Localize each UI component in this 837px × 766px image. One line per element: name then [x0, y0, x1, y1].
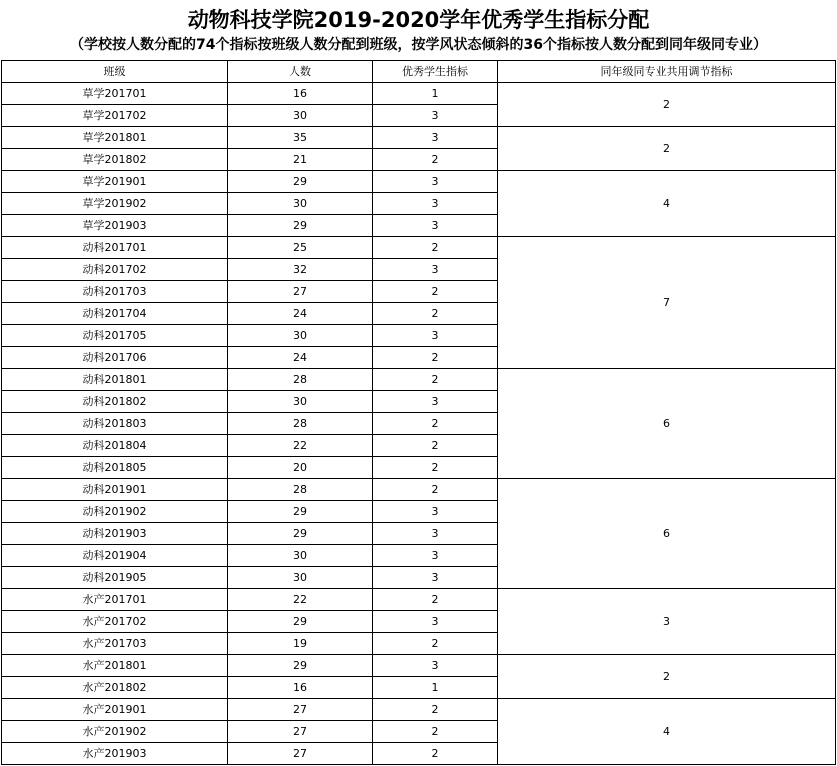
quota-cell[interactable]: 3: [373, 215, 498, 237]
quota-cell[interactable]: 3: [373, 611, 498, 633]
quota-cell[interactable]: 2: [373, 457, 498, 479]
count-cell[interactable]: 20: [228, 457, 373, 479]
quota-cell[interactable]: 2: [373, 721, 498, 743]
class-cell[interactable]: 水产201901: [2, 699, 228, 721]
quota-cell[interactable]: 2: [373, 413, 498, 435]
table-row: [2, 237, 836, 259]
count-cell[interactable]: 29: [228, 501, 373, 523]
shared-quota-cell[interactable]: 4: [498, 171, 836, 237]
class-cell[interactable]: 动科201901: [2, 479, 228, 501]
quota-cell[interactable]: 2: [373, 303, 498, 325]
quota-cell[interactable]: 3: [373, 325, 498, 347]
table-row: [2, 479, 836, 501]
count-cell[interactable]: 16: [228, 677, 373, 699]
quota-cell[interactable]: 2: [373, 237, 498, 259]
class-cell[interactable]: 水产201903: [2, 743, 228, 765]
count-cell[interactable]: 24: [228, 347, 373, 369]
shared-quota-cell[interactable]: 3: [498, 589, 836, 655]
header-shared-quota[interactable]: 同年级同专业共用调节指标: [498, 61, 836, 83]
count-cell[interactable]: 16: [228, 83, 373, 105]
header-count[interactable]: 人数: [228, 61, 373, 83]
quota-cell[interactable]: 3: [373, 391, 498, 413]
shared-quota-cell[interactable]: 2: [498, 655, 836, 699]
class-cell[interactable]: 动科201903: [2, 523, 228, 545]
class-cell[interactable]: 动科201804: [2, 435, 228, 457]
shared-quota-cell[interactable]: 4: [498, 699, 836, 765]
quota-cell[interactable]: 2: [373, 479, 498, 501]
table-row: [2, 127, 836, 149]
class-cell[interactable]: 动科201705: [2, 325, 228, 347]
count-cell[interactable]: 21: [228, 149, 373, 171]
quota-cell[interactable]: 1: [373, 83, 498, 105]
class-cell[interactable]: 动科201805: [2, 457, 228, 479]
class-cell[interactable]: 草学201801: [2, 127, 228, 149]
header-row: [2, 61, 836, 83]
count-cell[interactable]: 28: [228, 479, 373, 501]
quota-cell[interactable]: 1: [373, 677, 498, 699]
count-cell[interactable]: 25: [228, 237, 373, 259]
table-row: [2, 369, 836, 391]
count-cell[interactable]: 19: [228, 633, 373, 655]
header-class[interactable]: 班级: [2, 61, 228, 83]
class-cell[interactable]: 动科201905: [2, 567, 228, 589]
class-cell[interactable]: 水产201802: [2, 677, 228, 699]
count-cell[interactable]: 27: [228, 721, 373, 743]
quota-cell[interactable]: 2: [373, 281, 498, 303]
quota-cell[interactable]: 2: [373, 699, 498, 721]
count-cell[interactable]: 22: [228, 435, 373, 457]
quota-table: [1, 60, 836, 765]
class-cell[interactable]: 动科201706: [2, 347, 228, 369]
count-cell[interactable]: 29: [228, 523, 373, 545]
quota-cell[interactable]: 2: [373, 633, 498, 655]
quota-cell[interactable]: 3: [373, 545, 498, 567]
class-cell[interactable]: 水产201701: [2, 589, 228, 611]
count-cell[interactable]: 27: [228, 699, 373, 721]
class-cell[interactable]: 草学201901: [2, 171, 228, 193]
count-cell[interactable]: 30: [228, 545, 373, 567]
class-cell[interactable]: 动科201902: [2, 501, 228, 523]
quota-cell[interactable]: 2: [373, 743, 498, 765]
count-cell[interactable]: 30: [228, 193, 373, 215]
class-cell[interactable]: 草学201903: [2, 215, 228, 237]
quota-cell[interactable]: 3: [373, 655, 498, 677]
quota-cell[interactable]: 3: [373, 523, 498, 545]
quota-cell[interactable]: 2: [373, 347, 498, 369]
shared-quota-cell[interactable]: 7: [498, 237, 836, 369]
shared-quota-cell[interactable]: 6: [498, 369, 836, 479]
quota-cell[interactable]: 2: [373, 149, 498, 171]
count-cell[interactable]: 29: [228, 215, 373, 237]
quota-cell[interactable]: 3: [373, 193, 498, 215]
count-cell[interactable]: 22: [228, 589, 373, 611]
quota-cell[interactable]: 2: [373, 435, 498, 457]
class-cell[interactable]: 水产201902: [2, 721, 228, 743]
class-cell[interactable]: 草学201902: [2, 193, 228, 215]
quota-cell[interactable]: 3: [373, 501, 498, 523]
count-cell[interactable]: 28: [228, 369, 373, 391]
class-cell[interactable]: 水产201702: [2, 611, 228, 633]
sheet-subtitle: （学校按人数分配的74个指标按班级人数分配到班级，按学风状态倾斜的36个指标按人数分配到同年级同专业）: [70, 37, 767, 53]
shared-quota-cell[interactable]: 2: [498, 127, 836, 171]
header-quota[interactable]: 优秀学生指标: [373, 61, 498, 83]
class-cell[interactable]: 动科201701: [2, 237, 228, 259]
count-cell[interactable]: 27: [228, 743, 373, 765]
class-cell[interactable]: 动科201904: [2, 545, 228, 567]
class-cell[interactable]: 草学201702: [2, 105, 228, 127]
quota-cell[interactable]: 2: [373, 369, 498, 391]
class-cell[interactable]: 动科201702: [2, 259, 228, 281]
count-cell[interactable]: 32: [228, 259, 373, 281]
count-cell[interactable]: 30: [228, 567, 373, 589]
table-row: [2, 171, 836, 193]
table-row: [2, 699, 836, 721]
count-cell[interactable]: 27: [228, 281, 373, 303]
count-cell[interactable]: 28: [228, 413, 373, 435]
quota-cell[interactable]: 3: [373, 259, 498, 281]
shared-quota-cell[interactable]: 6: [498, 479, 836, 589]
class-cell[interactable]: 动科201801: [2, 369, 228, 391]
quota-cell[interactable]: 3: [373, 171, 498, 193]
count-cell[interactable]: 29: [228, 611, 373, 633]
shared-quota-cell[interactable]: 2: [498, 83, 836, 127]
class-cell[interactable]: 动科201803: [2, 413, 228, 435]
class-cell[interactable]: 水产201703: [2, 633, 228, 655]
count-cell[interactable]: 30: [228, 325, 373, 347]
table-row: [2, 589, 836, 611]
class-cell[interactable]: 水产201801: [2, 655, 228, 677]
count-cell[interactable]: 29: [228, 171, 373, 193]
table-row: [2, 655, 836, 677]
quota-cell[interactable]: 2: [373, 589, 498, 611]
class-cell[interactable]: 动科201704: [2, 303, 228, 325]
sheet-title: 动物科技学院2019-2020学年优秀学生指标分配: [187, 8, 650, 32]
count-cell[interactable]: 29: [228, 655, 373, 677]
class-cell[interactable]: 动科201703: [2, 281, 228, 303]
quota-cell[interactable]: 3: [373, 567, 498, 589]
quota-cell[interactable]: 3: [373, 127, 498, 149]
count-cell[interactable]: 30: [228, 105, 373, 127]
count-cell[interactable]: 35: [228, 127, 373, 149]
count-cell[interactable]: 24: [228, 303, 373, 325]
quota-cell[interactable]: 3: [373, 105, 498, 127]
table-row: [2, 83, 836, 105]
count-cell[interactable]: 30: [228, 391, 373, 413]
class-cell[interactable]: 草学201802: [2, 149, 228, 171]
class-cell[interactable]: 草学201701: [2, 83, 228, 105]
class-cell[interactable]: 动科201802: [2, 391, 228, 413]
